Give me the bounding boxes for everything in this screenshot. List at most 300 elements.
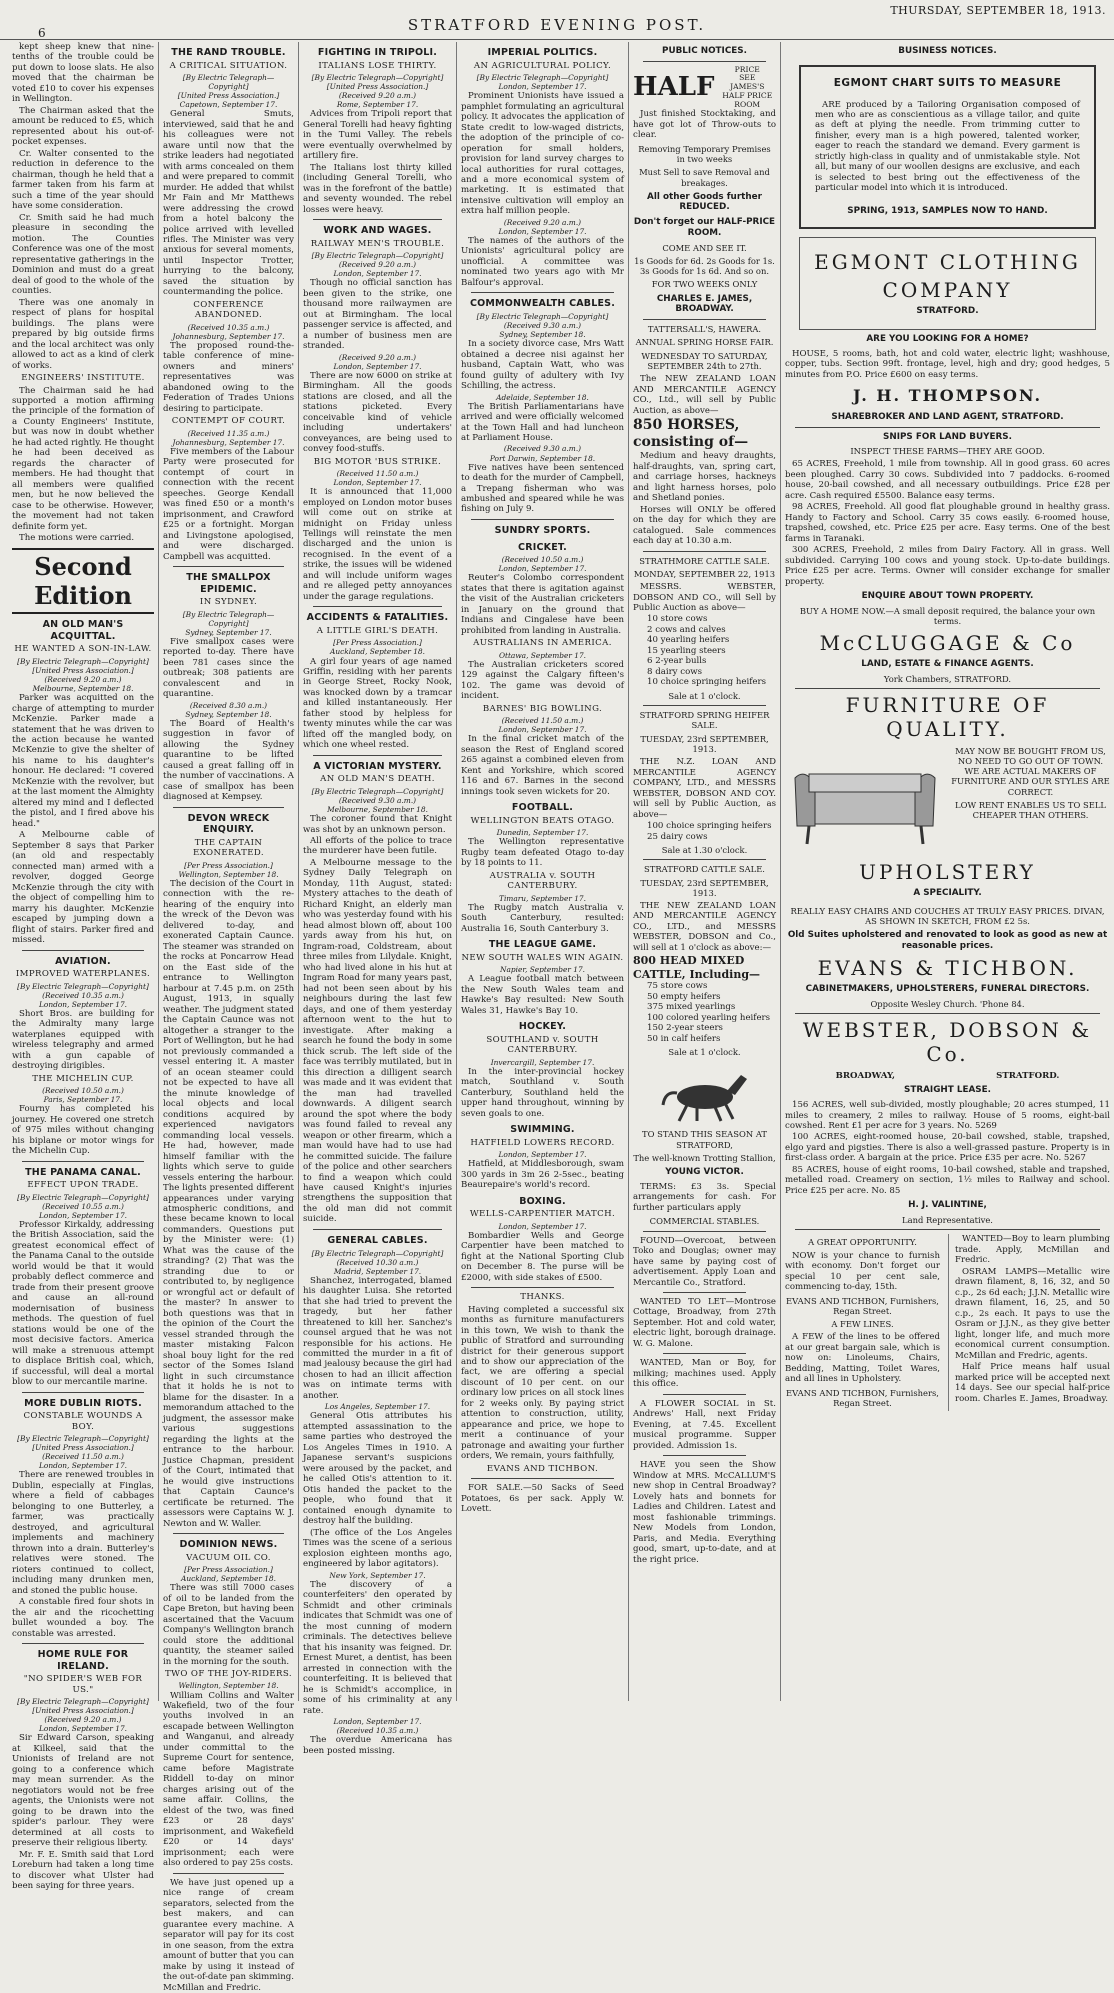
ad-line: LOW RENT ENABLES US TO SELL CHEAPER THAN OTHERS.: [955, 799, 1106, 821]
received-time: (Received 10.55 a.m.): [42, 1201, 124, 1211]
stock-list: [633, 821, 776, 842]
article-text: Cr. Walter consented to the reduction in deference to the chairman, though he held that a farmer taken from his farm at such a time of the year should have some consideration.: [12, 148, 154, 212]
divider: [663, 1292, 746, 1293]
classified-ad: OSRAM LAMPS—Metallic wire drawn filament, 8, 16, 32, and 50 c.p., 2s 6d each; J.J.N. Metallic wire drawn filament, 16, 25, and 50 c.p., 2s each. It pays to use the Osram or J.J.N., as they give better light, longer life, and much more economical current consumption. McMillan and Fredric, agents.: [955, 1266, 1110, 1361]
classified-ad: FOUND—Overcoat, between Toko and Douglas; owner may have same by paying cost of advertisement. Apply Loan and Mercantile Co., Stratford.: [633, 1235, 776, 1288]
subheading: HOCKEY.: [518, 1021, 567, 1033]
ad-heading: A FEW LINES.: [831, 1319, 894, 1330]
headline: COMMONWEALTH CABLES.: [469, 298, 616, 310]
list-item: 25 dairy cows: [647, 831, 708, 842]
firm-street: BROADWAY,: [835, 1070, 895, 1081]
dateline: London, September 17.: [38, 1724, 128, 1734]
article-text: In the final cricket match of the season the Rest of England scored 265 against a combined eleven from Kent and Yorkshire, which scored 116 and 67. Barnes in the second innings took seven wickets for 20.: [461, 734, 624, 797]
received-time: (Received 9.20 a.m.): [338, 91, 417, 101]
received-time: (Received 10.35 a.m.): [42, 990, 124, 1000]
ad-line: COME AND SEE IT.: [662, 242, 747, 253]
firm-town: STRATFORD.: [996, 1070, 1060, 1081]
dateline: Invercargill, September 17.: [490, 1057, 595, 1067]
subheading: AUSTRALIA v. SOUTH CANTERBURY.: [489, 870, 596, 892]
firm-name: McCLUGGAGE & Co: [819, 630, 1076, 655]
dateline: London, September 17.: [498, 82, 587, 92]
firm-subtitle: LAND, ESTATE & FINANCE AGENTS.: [861, 658, 1034, 669]
byline: [United Press Association.]: [326, 82, 429, 92]
article-text: General Smuts, interviewed, said that he and his colleagues were not aware until now that the strike leaders had negotiated with arms concealed on them and were prepared to commit murder. He added that whilst Mr Fain and Mr Matthews were addressing the crowd from a hotel balcony the police arrived with levelled rifles. The Minister was very anxious for several moments, until Inspector Trotter, hurrying to the balcony, saved the situation by countermanding the police.: [163, 109, 294, 298]
ad-line: REALLY EASY CHAIRS AND COUCHES AT TRULY EASY PRICES. DIVAN, AS SHOWN IN SKETCH, FROM £2 5s.: [790, 905, 1105, 926]
headline: THE SMALLPOX EPIDEMIC.: [186, 572, 271, 595]
subheading: CONFERENCE ABANDONED.: [193, 299, 264, 321]
signature: EVANS AND TICHBON, Furnishers, Regan Street.: [786, 1295, 939, 1316]
classified-ad: Half Price means half usual marked price will be accepted next 14 days. See our special half-price room. Charles E. James, Broadway.: [955, 1362, 1110, 1404]
dateline: London, September 17.: [498, 1221, 587, 1231]
firm-subtitle: CABINETMAKERS, UPHOLSTERERS, FUNERAL DIRECTORS.: [805, 984, 1090, 995]
advertisement-text: 300 ACRES, Freehold, 2 miles from Dairy Factory. All in grass. Well subdivided. Carrying 100 cows and young stock. Up-to-date buildings. Price £25 per acre. Terms. Owner will consider exchange for smaller property.: [785, 545, 1110, 587]
ad-line: BUY A HOME NOW.—A small deposit required, the balance your own terms.: [799, 606, 1096, 627]
divider: [173, 1533, 284, 1534]
dateline: Port Darwin, September 18.: [489, 453, 596, 463]
ad-count: 850 HORSES, consisting of—: [633, 417, 749, 451]
subheading: SWIMMING.: [510, 1124, 575, 1136]
received-time: (Received 9.20 a.m.): [338, 260, 417, 270]
column-4: [456, 42, 628, 1701]
received-time: (Received 10.50 a.m.): [42, 1086, 124, 1096]
advertisement-text: Having completed a successful six months as furniture manufacturers in this town, We wish to thank the public of Stratford and surrounding district for their generous support and to show our appreciation of the fact, we are offering a special discount of 10 per cent. on our ordinary low prices on all stock lines for 2 weeks only. By paying strict attention to construction, utility, appearance and price, we hope to merit a continuance of your patronage and awaiting your further orders, We remain, yours faithfully,: [461, 1304, 624, 1462]
ad-line: MAY NOW BE BOUGHT FROM US, NO NEED TO GO OUT OF TOWN. WE ARE ACTUAL MAKERS OF FURNITURE AND OUR STYLES ARE CORRECT.: [951, 745, 1110, 797]
ad-line: Sale at 1.30 o'clock.: [661, 845, 748, 855]
advert-title: EGMONT CHART SUITS TO MEASURE: [833, 76, 1062, 89]
article-text: Hatfield, at Middlesborough, swam 300 yards in 3m 26 2-5sec., beating Beaurepaire's world's record.: [461, 1159, 624, 1191]
headline: WORK AND WAGES.: [323, 225, 432, 237]
article-text: The coroner found that Knight was shot by an unknown person.: [303, 814, 452, 835]
article-text: Reuter's Colombo correspondent states that there is agitation against the visit of the Australian cricketers in January on the ground that Indians and Cingalese have been prohibited from landing in Australia.: [461, 573, 624, 636]
article-text: General Otis attributes his attempted assassination to the same parties who destroyed the Los Angeles Times in 1910. A Japanese servant's suspicions were aroused by the packet, and he called Otis's attention to it. Otis handed the packet to the people, who found that it contained enough dynamite to destroy half the building.: [303, 1411, 452, 1527]
ad-line: All other Goods further REDUCED.: [647, 191, 762, 213]
article-text: Fourny has completed his journey. He covered one stretch of 975 miles without changing his biplane or motor wings for the Michelin Cup.: [12, 1104, 154, 1157]
list-item: 8 dairy cows: [647, 666, 703, 677]
article-text: Professor Kirkaldy, addressing the British Association, said the greatest economical effect of the Panama Canal to the outside world would be that it would probably deflect commerce and trade from their present groove and cause an all-round modernisation of business methods. The question of fuel stations would be one of the most decisive factors. America will make a strenuous attempt to displace British coal, which, if successful, will deal a mortal blow to our mercantile marine.: [12, 1219, 154, 1388]
list-item: 15 yearling steers: [647, 645, 726, 656]
dateline: New York, September 17.: [329, 1570, 426, 1580]
byline: [By Electric Telegraph—Copyright]: [311, 73, 444, 83]
received-time: (Received 11.50 a.m.): [336, 469, 419, 478]
divider: [173, 807, 284, 808]
column-6: [780, 42, 1114, 1701]
half-word: HALF: [633, 71, 715, 102]
divider: [471, 292, 614, 293]
subheading: BIG MOTOR 'BUS STRIKE.: [313, 456, 442, 467]
divider: [663, 1353, 746, 1354]
divider: [663, 1394, 746, 1395]
ad-heading: ARE YOU LOOKING FOR A HOME?: [866, 334, 1029, 345]
classified-ad: HAVE you seen the Show Window at MRS. McCALLUM'S new shop in Central Broadway? Lovely hats and bonnets for Ladies and Children. Latest and most fashionable trimmings. New Models from London, Paris, and Media. Everything good, smart, up-to-date, and at the right price.: [633, 1460, 776, 1565]
dateline: Capetown, September 17.: [179, 100, 278, 110]
ad-line: Sale at 1 o'clock.: [668, 1047, 741, 1058]
headline: HOME RULE FOR IRELAND.: [37, 1649, 129, 1672]
article-text: The Australian cricketers scored 129 against the Calgary fifteen's 102. The game was devoid of incident.: [461, 659, 624, 702]
ad-heading: ENQUIRE ABOUT TOWN PROPERTY.: [861, 591, 1034, 602]
subheading: "NO SPIDER'S WEB FOR US.": [23, 1674, 143, 1695]
advertisement-text: Medium and heavy draughts, half-draughts, van, spring cart, and carriage horses, hackneys and light harness horses, polo and Shetland ponies.: [633, 451, 776, 504]
article-text: The Board of Health's suggestion in favor of allowing the Sydney quarantine to be lifted caused a great falling off in the number of vaccinations. A case of smallpox has been diagnosed at Kempsey.: [163, 718, 294, 803]
advertisement-text: 65 ACRES, Freehold, 1 mile from township. All in good grass. 60 acres been ploughed. Carry 30 cows. Subdivided into 7 paddocks. 6-roomed house, 20-bail cowshed, and all necessary outbuildings. Price £28 per acre. Cash required £5500. Balance easy terms.: [785, 459, 1110, 501]
advertisement-text: 100 ACRES, eight-roomed house, 20-bail cowshed, stable, trapshed, elgo yard and pigsties. There is also a well-grassed pasture. Property is in first-class order. A bargain at the price. Price £35 per acre. No. 5267: [785, 1132, 1110, 1164]
column-1: [8, 42, 158, 1892]
received-time: (Received 9.20 a.m.): [44, 1715, 122, 1725]
headline: AN OLD MAN'S ACQUITTAL.: [42, 619, 124, 642]
dateline: Auckland, September 18.: [330, 647, 425, 657]
section-title: BUSINESS NOTICES.: [898, 46, 997, 56]
paper-name: STRATFORD EVENING POST.: [407, 16, 707, 34]
article-text: It is announced that 11,000 employed on London motor buses will come out on strike at midnight on Friday unless Tellings will reinstate the men discharged and the union is recognised. In the event of a strike, the issues will be widened and will include uniform wages and re alleged petty annoyances under the garage regulations.: [303, 487, 452, 602]
article-text: A League football match between the New South Wales team and Hawke's Bay resulted: New South Wales 31, Hawke's Bay 10.: [461, 974, 624, 1016]
dateline: London, September 17.: [333, 269, 422, 279]
classified-ad: WANTED—Boy to learn plumbing trade. Apply, McMillan and Fredric.: [955, 1234, 1110, 1266]
small-ads-left: [785, 1234, 940, 1411]
classified-ad: WANTED, Man or Boy, for milking; machines used. Apply this office.: [633, 1358, 776, 1390]
signature: H. J. VALINTINE,: [908, 1200, 987, 1211]
received-time: (Received 9.30 a.m.): [338, 795, 417, 805]
article-text: The Wellington representative Rugby team defeated Otago to-day by 18 points to 11.: [461, 837, 624, 869]
dateline: Los Angeles, September 17.: [324, 1402, 431, 1412]
article-text: Mr. F. E. Smith said that Lord Loreburn had taken a long time to discover what Ulster had been saying for three years.: [12, 1849, 154, 1892]
list-item: 6 2-year bulls: [647, 656, 707, 667]
advertisement-text: We have just opened up a nice range of cream separators, selected from the best makers, and can guarantee every machine. A separator will pay for its cost in one season, from the extra amount of butter that you can make by using it instead of the out-of-date pan skimming. McMillan and Fredric.: [163, 1877, 294, 1993]
dateline: Rome, September 17.: [336, 100, 419, 110]
advertisement-text: TERMS: £3 3s. Special arrangements for cash. For further particulars apply: [633, 1181, 776, 1213]
subheading: HE WANTED A SON-IN-LAW.: [14, 644, 152, 655]
dateline: Wellington, September 18.: [178, 869, 279, 879]
advertisement-text: A FEW of the lines to be offered at our great bargain sale, which is now on: Linoleums, Chairs, Bedding, Matting, Toilet Wares, and all lines in Upholstery.: [785, 1332, 940, 1385]
article-text: All efforts of the police to trace the murderer have been futile.: [303, 836, 452, 857]
advertisement-text: ARE produced by a Tailoring Organisation composed of men who are as conscientious as a village tailor, and quite as deft at plying the needle. From trimming cutter to finisher, every man is a high powered, talented worker, eager to reach the standard we demand. Every garment is strictly high-class in quality and of unmistakable style. Not all, but many of our woollen designs are exclusive, and each is selected to best bring out the effectiveness of the particular model into which it is introduced.: [815, 99, 1080, 194]
ad-heading: TATTERSALL'S, HAWERA.: [647, 324, 762, 335]
dateline: Timaru, September 17.: [499, 893, 586, 903]
subheading: CONTEMPT OF COURT.: [171, 416, 286, 427]
firm-subtitle: SHAREBROKER AND LAND AGENT, STRATFORD.: [831, 411, 1064, 422]
divider: [643, 859, 766, 860]
ad-heading: A GREAT OPPORTUNITY.: [808, 1237, 917, 1248]
ad-heading: STRATFORD SPRING HEIFER SALE.: [639, 710, 770, 731]
article-text: There are now 6000 on strike at Birmingham. All the goods stations are closed, and all the stations picketed. Every conceivable kind of vehicle including undertakers' conveyances, are being used to convey food-stuffs.: [303, 370, 452, 455]
article-text: The discovery of a counterfeiters' den operated by Schmidt and other criminals indicates that Schmidt was one of the most cunning of modern criminals. The detectives believe that his insanity was feigned. Dr. Ernest Muret, a dentist, has been arrested in connection with the counterfeiting. It is believed that he is Schmidt's accomplice, in some of his criminality at any rate.: [303, 1579, 452, 1716]
dateline: London, September 17.: [498, 1150, 587, 1160]
byline: [United Press Association.]: [177, 91, 280, 101]
subheading: CRICKET.: [518, 541, 567, 553]
advertisement-text: THE NEW ZEALAND LOAN AND MERCANTILE AGENCY CO., LTD., and MESSRS WEBSTER, DOBSON and Co., will sell at 1 o'clock as above:—: [633, 901, 776, 953]
divider: [173, 1873, 284, 1874]
divider: [795, 1229, 1100, 1230]
column-5: [628, 42, 780, 1701]
ad-line: 1s Goods for 6d. 2s Goods for 1s. 3s Goods for 1s 6d. And so on.: [634, 255, 775, 277]
column-2: [158, 42, 298, 1993]
article-text: The British Parliamentarians have arrived and were officially welcomed at the Town Hall and had luncheon at Parliament House.: [461, 401, 624, 443]
page-number: 6: [38, 26, 46, 40]
ad-date: TUESDAY, 23rd SEPTEMBER, 1913.: [640, 733, 769, 754]
headline: THE RAND TROUBLE.: [171, 47, 286, 58]
divider: [22, 1161, 144, 1162]
advertisement-text: 156 ACRES, well sub-divided, mostly ploughable; 20 acres stumped, 11 miles to creamery, 2 miles to railway. House of 5 rooms, eight-bail cowshed. Rent £1 per acre for 3 years. No. 5269: [785, 1100, 1110, 1131]
headline: GENERAL CABLES.: [327, 1234, 428, 1246]
dateline: Sydney, September 17.: [185, 627, 272, 637]
article-text: A girl four years of age named Griffin, residing with her parents in George Street, Rocky Nook, was knocked down by a tramcar and killed instantaneously. Her father stood by helpless for twenty minutes while the car was lifted off the mangled body, on which one wheel rested.: [303, 656, 452, 751]
received-time: (Received 10.30 a.m.): [336, 1257, 419, 1267]
issue-date: THURSDAY, SEPTEMBER 18, 1913.: [890, 4, 1106, 17]
byline: [By Electric Telegraph—Copyright]: [17, 981, 149, 991]
subheading: BOXING.: [519, 1195, 566, 1207]
dateline: London, September 17.: [38, 1461, 128, 1471]
headline: FIGHTING IN TRIPOLI.: [317, 47, 438, 58]
byline: [United Press Association.]: [32, 1443, 134, 1453]
half-price-lines: PRICE SEE JAMES'S HALF PRICE ROOM: [722, 64, 773, 109]
egmont-advert: [799, 65, 1096, 229]
ad-line: Sale at 1 o'clock.: [668, 690, 741, 701]
dateline: London, September 17.: [333, 1717, 422, 1727]
received-time: (Received 8.30 a.m.): [189, 700, 268, 710]
subheading: THANKS.: [520, 1292, 565, 1303]
byline: [Per Press Association.]: [184, 1565, 273, 1575]
firm-address-row: [785, 1071, 1110, 1081]
article-text: Five natives have been sentenced to death for the murder of Campbell, a Trepang fisherman who was ambushed and speared while he was fishing on July 9.: [461, 462, 624, 515]
article-text: Advices from Tripoli report that General Torelli had heavy fighting in the Tumi Valley. The rebels were eventually overwhelmed by artillery fire.: [303, 109, 452, 162]
headline: IMPERIAL POLITICS.: [487, 47, 598, 58]
stock-list: [633, 614, 776, 687]
article-text: There are renewed troubles in Dublin, especially at Finglas, where a field of cabbages belonging to one Butterley, a farmer, was practically destroyed, and agricultural implements and machinery thrown into a drain. Butterley's relatives were stoned. The rioters continued to collect, including many drunken men, and stoned the public house.: [12, 1470, 154, 1596]
advertisement-text: HOUSE, 5 rooms, bath, hot and cold water, electric light; washhouse, copper, tubs. Section 99ft. frontage, level, high and dry; good hedges, 5 minutes from P.O. Price £600 on easy terms.: [785, 348, 1110, 380]
advertisement-text: MESSRS. WEBSTER, DOBSON AND CO., will Sell by Public Auction as above—: [633, 582, 776, 613]
dateline: Adelaide, September 18.: [496, 392, 589, 402]
divider: [643, 319, 766, 320]
signature-title: Land Representative.: [902, 1215, 993, 1226]
dateline: Melbourne, September 18.: [327, 805, 428, 814]
headline: DOMINION NEWS.: [179, 1539, 278, 1550]
subheading: AUSTRALIANS IN AMERICA.: [473, 638, 612, 649]
advertisement-text: Just finished Stocktaking, and have got lot of Throw-outs to clear.: [633, 109, 776, 141]
ad-subheading: A SPECIALITY.: [913, 888, 982, 899]
ad-line: Must Sell to save Removal and breakages.: [639, 167, 770, 188]
firm-name: EGMONT CLOTHING: [814, 249, 1081, 274]
headline: ACCIDENTS & FATALITIES.: [306, 612, 449, 624]
firm-name: EVANS & TICHBON.: [817, 955, 1078, 980]
classified-ad: WANTED TO LET—Montrose Cottage, Broadway, from 27th September. Hot and cold water, electric light, borough drainage. W. G. Malone.: [633, 1296, 776, 1349]
article-text: The Italians lost thirty killed (including General Torelli, who was in the forefront of the battle) and seventy wounded. The rebel losses were heavy.: [303, 162, 452, 215]
divider: [22, 1392, 144, 1393]
dateline: Ottawa, September 17.: [498, 650, 587, 660]
received-time: (Received 11.50 a.m.): [501, 716, 584, 726]
divider: [795, 1013, 1100, 1014]
byline: [By Electric Telegraph—Copyright]: [311, 786, 444, 796]
article-text: Bombardier Wells and George Carpentier have been matched to fight at the National Sporting Club on December 8. The purse will be £2000, with side stakes of £500.: [461, 1230, 624, 1283]
ad-date: MONDAY, SEPTEMBER 22, 1913: [633, 568, 776, 579]
article-text: The overdue Americana has been posted missing.: [303, 1735, 452, 1756]
byline: [By Electric Telegraph—Copyright]: [182, 609, 275, 628]
signature: EVANS AND TICHBON.: [486, 1463, 599, 1474]
advert-title: FURNITURE OF QUALITY.: [845, 692, 1050, 742]
divider: [471, 519, 614, 520]
small-ads-right: [948, 1234, 1110, 1411]
list-item: 50 empty heifers: [647, 991, 721, 1002]
received-time: (Received 9.30 a.m.): [503, 444, 582, 454]
list-item: 150 2-year steers: [647, 1023, 723, 1034]
signature: EVANS AND TICHBON, Furnishers, Regan Street.: [786, 1387, 939, 1408]
advertisement-text: FOR SALE.—50 Sacks of Seed Potatoes, 6s per sack. Apply W. Lovett.: [461, 1483, 624, 1515]
dateline: Dunedin, September 17.: [496, 828, 589, 838]
received-time: (Received 11.35 a.m.): [187, 428, 270, 438]
list-item: 10 choice springing heifers: [647, 677, 767, 688]
advertisement-text: THE N.Z. LOAN AND MERCANTILE AGENCY COMPANY, LTD., and MESSRS WEBSTER, DOBSON AND COY. will sell by Public Auction, as above—: [633, 757, 776, 820]
firm-address: Opposite Wesley Church. 'Phone 84.: [870, 998, 1025, 1009]
dateline: Johannesburg, September 17.: [172, 437, 285, 447]
byline: [By Electric Telegraph—Copyright]: [311, 251, 444, 261]
byline: [By Electric Telegraph—Copyright]: [17, 1192, 149, 1202]
article-text: In the inter-provincial hockey match, Southland v. South Canterbury, Southland held the upper hand throughout, winning by seven goals to one.: [461, 1066, 624, 1119]
divider: [313, 755, 442, 756]
classified-ad: A FLOWER SOCIAL in St. Andrews' Hall, next Friday Evening, at 7.45. Excellent musical programme. Supper provided. Admission 1s.: [633, 1398, 776, 1451]
article-text: There was one anomaly in respect of plans for hospital buildings. The plans were prepared by big outside firms and the local architect was only allowed to act as a kind of clerk of works.: [12, 297, 154, 371]
headline: AVIATION.: [55, 955, 111, 967]
ad-heading: UPHOLSTERY: [859, 859, 1036, 884]
article-text: Shanchez, interrogated, blamed his daughter Luisa. She retorted that she had tried to prevent the tragedy, but her father threatened to kill her. Sanchez's counsel argued that he was not responsible for his actions. He committed the murder in a fit of mad jealousy because the girl had chosen to had an illicit affection was on intimate terms with another.: [303, 1275, 452, 1401]
headline: SUNDRY SPORTS.: [494, 524, 591, 536]
subheading: VACUUM OIL CO.: [186, 1552, 271, 1563]
edition-banner: Second Edition: [12, 548, 154, 615]
dateline: London, September 17.: [38, 1210, 128, 1220]
section-title: PUBLIC NOTICES.: [662, 46, 747, 56]
subheading: THE LEAGUE GAME.: [488, 939, 597, 950]
received-time: (Received 9.30 a.m.): [503, 321, 582, 331]
subheading: CONSTABLE WOUNDS A BOY.: [23, 1411, 143, 1432]
subheading: ENGINEERS' INSTITUTE.: [21, 373, 145, 384]
article-text: Five smallpox cases were reported to-day. There have been 781 cases since the outbreak; 308 patients are convalescent and in quarantine.: [163, 636, 294, 700]
firm-name: WEBSTER, DOBSON & Co.: [802, 1018, 1093, 1067]
article-text: A constable fired four shots in the air and the ricochetting bullet wounded a boy. The constable was arrested.: [12, 1597, 154, 1639]
list-item: 100 colored yearling heifers: [647, 1012, 771, 1023]
ad-line: TO STAND THIS SEASON AT STRATFORD,: [642, 1129, 767, 1150]
byline: [Per Press Association.]: [333, 638, 422, 648]
subheading: THE CAPTAIN EXONERATED.: [192, 837, 264, 859]
column-3: [298, 42, 456, 1756]
subheading: A LITTLE GIRL'S DEATH.: [316, 625, 439, 636]
divider: [471, 1478, 614, 1479]
headline: A VICTORIAN MYSTERY.: [313, 760, 442, 772]
byline: [Per Press Association.]: [184, 860, 273, 870]
article-text: Sir Edward Carson, speaking at Kilkeel, said that the Unionists of Ireland are not going to a conference which may mean surrender. As the negotiators would not be free agents, the Unionists were not going to be drawn into the spider's parlour. They were determined at all costs to preserve their religious liberty.: [12, 1733, 154, 1849]
subheading: EFFECT UPON TRADE.: [27, 1180, 139, 1191]
list-item: 10 store cows: [647, 614, 708, 625]
dateline: London, September 17.: [498, 226, 587, 236]
small-ads-row: [785, 1234, 1110, 1411]
divider: [313, 606, 442, 607]
article-text: (The office of the Los Angeles Times was the scene of a serious explosion eighteen months ago, engineered by labor agitators).: [303, 1527, 452, 1570]
firm-name: J. H. THOMPSON.: [852, 386, 1043, 406]
article-text: The Chairman asked that the amount be reduced to £5, which represented about his out-of-pocket expenses.: [12, 105, 154, 148]
subheading: RAILWAY MEN'S TROUBLE.: [310, 238, 445, 249]
dateline: Johannesburg, September 17.: [172, 331, 285, 341]
subheading: FOOTBALL.: [511, 802, 574, 813]
list-item: 2 cows and calves: [647, 624, 726, 635]
article-text: A Melbourne message to the Sydney Daily Telegraph on Monday, 11th August, stated: Mystery attaches to the death of Richard Knight, an elderly man who was yesterday found with his head almost blown off, about 100 yards away from his hut, on Ingram-road, Coldstream, about three miles from Lilydale. Knight, who had lived alone in his hut at Ingram Road for many years past, had not been seen about by his neighbours during the last few days, and one of them yesterday afternoon went to the hut to investigate. After making a search he found the body in some thick scrub. The left side of the face was terribly mutilated, but in this direction a dilligent search was made and it was evident that the man had travelled downwards. A diligent search around the spot where the body was found failed to reveal any weapon or other firearm, which a man would have had to use had he committed suicide. The failure of the police and other searchers to find a weapon which could have caused Knight's injuries strengthens the supposition that the old man did not commit suicide.: [303, 857, 452, 1225]
received-time: (Received 9.20 a.m.): [44, 675, 122, 684]
ad-count: 800 HEAD MIXED CATTLE, Including—: [633, 954, 761, 981]
ad-heading: ANNUAL SPRING HORSE FAIR.: [635, 337, 774, 348]
dateline: Madrid, September 17.: [333, 1266, 422, 1276]
advertisement-text: The NEW ZEALAND LOAN AND MERCANTILE AGENCY CO., Ltd., will sell by Public Auction, as above—: [633, 374, 776, 416]
divider: [313, 1229, 442, 1230]
ad-line: Removing Temporary Premises in two weeks: [638, 143, 771, 165]
dateline: Sydney, September 18.: [185, 709, 272, 719]
byline: [United Press Association.]: [32, 1706, 134, 1716]
half-price-ad: [633, 66, 776, 110]
received-time: (Received 9.20 a.m.): [503, 217, 582, 227]
article-text: Cr. Smith said he had much pleasure in seconding the motion. The Counties Conference was one of the most representative gatherings in the Dominion and must do a great deal of good to the whole of the counties.: [12, 212, 154, 297]
couch-illustration-icon: [785, 748, 945, 858]
divider: [795, 427, 1100, 428]
subheading: IMPROVED WATERPLANES.: [15, 969, 151, 980]
ad-line: Don't forget our HALF-PRICE ROOM.: [633, 217, 776, 238]
ad-line: COMMERCIAL STABLES.: [649, 1216, 760, 1227]
article-text: A Melbourne cable of September 8 says that Parker (an old and respectably connected man) armed with a revolver, dogged George McKenzie through the city with the object of compelling him to marry his daughter. McKenzie escaped by jumping down a flight of stairs. Parker fired and missed.: [12, 830, 154, 946]
article-text: Parker was acquitted on the charge of attempting to murder McKenzie. Parker made a statement that he was driven to the action because he wanted McKenzie to give the shelter of his name to his daughter's honour. He declared: "I covered McKenzie with the revolver, but at the last moment the Almighty altered my mind and I deflected the pistol, and I fired above his head.": [12, 693, 154, 829]
byline: [By Electric Telegraph—Copyright]: [476, 312, 609, 321]
ad-line: Old Suites upholstered and renovated to look as good as new at reasonable prices.: [787, 930, 1108, 951]
divider: [643, 1231, 766, 1232]
byline: [By Electric Telegraph—Copyright]: [182, 73, 275, 92]
egmont-firm: [799, 237, 1096, 331]
firm-address: York Chambers, STRATFORD.: [883, 673, 1012, 684]
ad-date: WEDNESDAY TO SATURDAY, SEPTEMBER 24th to 27th.: [641, 350, 768, 371]
dateline: Wellington, September 18.: [178, 1681, 279, 1691]
ad-subheading: INSPECT THESE FARMS—THEY ARE GOOD.: [850, 446, 1045, 457]
article-text: Short Bros. are building for the Admiralty many large waterplanes equipped with wireless telegraphy and armed with a gun capable of destroying dirigibles.: [12, 1008, 154, 1072]
dateline: London, September 17.: [333, 478, 422, 488]
divider: [313, 219, 442, 220]
list-item: 40 yearling heifers: [647, 635, 730, 646]
dateline: London, September 17.: [333, 361, 422, 371]
dateline: London, September 17.: [38, 999, 128, 1009]
byline: [By Electric Telegraph—Copyright]: [311, 1248, 444, 1258]
article-text: There was still 7000 cases of oil to be landed from the Cape Breton, but having been ascertained that the Vacuum Company's Wellington branch could store the additional quantity, the steamer sailed in the morning for the south.: [163, 1583, 294, 1667]
article-text: Prominent Unionists have issued a pamphlet formulating an agricultural policy. It advocates the application of State credit to low-waged districts, the adoption of the principle of co-operation for small holders, provision for land survey charges to local authorities for rural cottages, and a more economical system of marketing. It is estimated that intensive cultivation will employ an extra half million people.: [461, 91, 624, 217]
received-time: (Received 9.20 a.m.): [338, 352, 417, 362]
dateline: Napier, September 17.: [499, 965, 586, 975]
subheading: SOUTHLAND v. SOUTH CANTERBURY.: [486, 1034, 599, 1056]
headline: DEVON WRECK ENQUIRY.: [187, 812, 270, 836]
divider: [22, 1643, 144, 1644]
article-text: Five members of the Labour Party were prosecuted for contempt of court in connection with the recent speeches. George Kendall was fined £50 or a month's imprisonment, and Crawford £25 or a fortnight. Morgan and Livingstone apologised, and were discharged. Campbell was acquitted.: [163, 446, 294, 562]
ad-heading: SNIPS FOR LAND BUYERS.: [883, 431, 1012, 442]
article-text: The Rugby match Australia v. South Canterbury, resulted: Australia 16, South Canterbury 3.: [461, 902, 624, 934]
dateline: London, September 17.: [498, 564, 587, 574]
received-time: (Received 10.35 a.m.): [187, 322, 270, 332]
subheading: ITALIANS LOSE THIRTY.: [318, 60, 437, 71]
article-text: The proposed round-the-table conference of mine-owners and miners' representatives was abandoned owing to the Federation of Trades Unions desiring to participate.: [163, 340, 294, 414]
dateline: Paris, September 17.: [43, 1095, 123, 1105]
divider: [663, 1455, 746, 1456]
divider: [22, 950, 144, 951]
article-text: Though no official sanction has been given to the strike, one thousand more railwaymen are out at Birmingham. The local passenger service is affected, and a number of business men are stranded.: [303, 278, 452, 352]
subheading: HATFIELD LOWERS RECORD.: [470, 1137, 615, 1148]
received-time: (Received 10.50 a.m.): [501, 555, 584, 565]
headline: MORE DUBLIN RIOTS.: [24, 1397, 142, 1409]
dateline: Melbourne, September 18.: [32, 684, 134, 694]
advertisement-text: 85 ACRES, house of eight rooms, 10-bail cowshed, stable and trapshed, metalled road. Creamery on section, 1½ miles to Railway and school. Price £25 per acre. No. 85: [785, 1164, 1110, 1196]
firm-name: COMPANY: [882, 277, 1013, 302]
advert-note: SPRING, 1913, SAMPLES NOW TO HAND.: [847, 205, 1048, 216]
divider: [643, 61, 766, 62]
article-text: The Chairman said he had supported a motion affirming the principle of the formation of a County Engineers' Institute, but was now in doubt whether he had acted rightly. He thought he had been deceived as regards the character of members. He had thought that all members were qualified men, but he now believed the case to be otherwise. However, the movement had not taken definite form yet.: [12, 385, 154, 532]
byline: [By Electric Telegraph—Copyright]: [17, 1697, 149, 1707]
received-time: (Received 11.50 a.m.): [42, 1452, 124, 1462]
subheading: NEW SOUTH WALES WIN AGAIN.: [461, 952, 624, 963]
subheading: TWO OF THE JOY-RIDERS.: [164, 1669, 293, 1679]
